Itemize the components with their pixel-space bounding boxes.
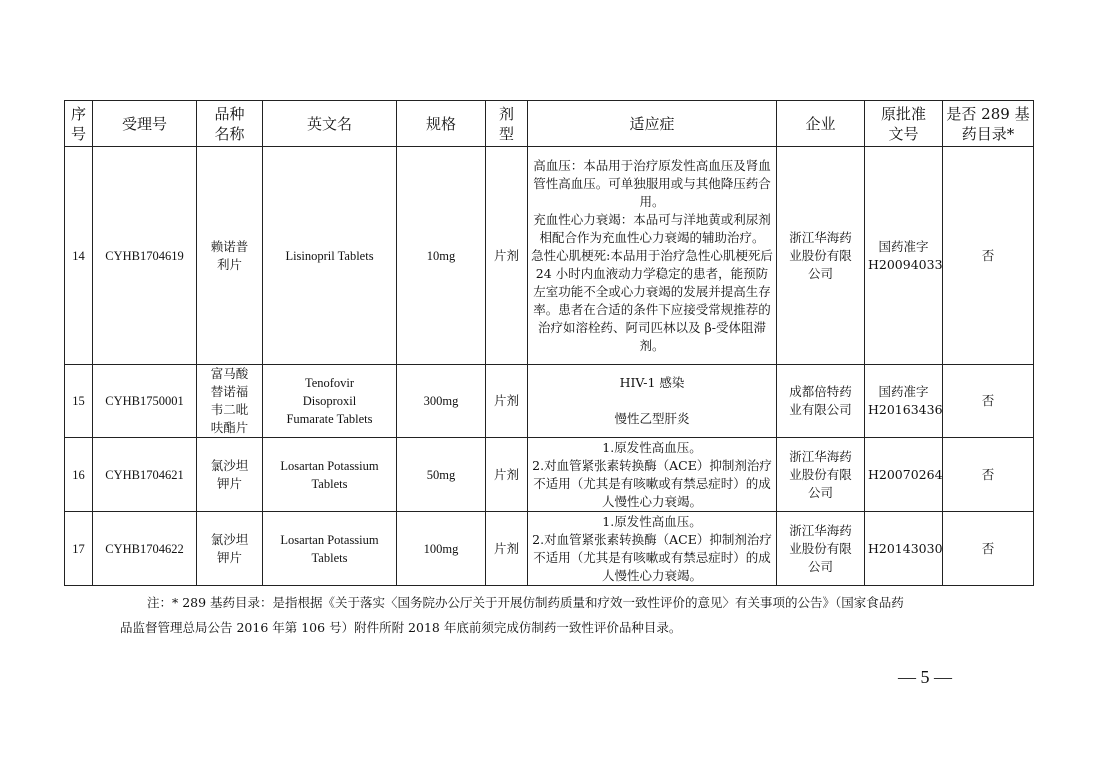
cell-company: 成都倍特药 业有限公司 [777, 365, 865, 438]
table-row [65, 147, 1034, 365]
header-form: 剂 型 [486, 101, 528, 147]
footnote-line-1: 注：* 289 基药目录：是指根据《关于落实〈国务院办公厅关于开展仿制药质量和疗效一致性评价的意见〉有关事项的公告》（国家食品药 [147, 595, 904, 610]
cell-english-name: Lisinopril Tablets [263, 147, 397, 365]
cell-essential-list: 否 [943, 365, 1034, 438]
cell-drug-name: 赖诺普 利片 [197, 147, 263, 365]
header-indication: 适应症 [528, 101, 777, 147]
cell-no: 16 [65, 438, 93, 512]
cell-english-name: Tenofovir Disoproxil Fumarate Tablets [263, 365, 397, 438]
header-company: 企业 [777, 101, 865, 147]
cell-company: 浙江华海药 业股份有限 公司 [777, 512, 865, 586]
header-spec: 规格 [397, 101, 486, 147]
cell-dosage-form: 片剂 [486, 438, 528, 512]
header-no: 序 号 [65, 101, 93, 147]
header-english: 英文名 [263, 101, 397, 147]
cell-company: 浙江华海药 业股份有限 公司 [777, 147, 865, 365]
cell-dosage-form: 片剂 [486, 365, 528, 438]
cell-indication: 1.原发性高血压。 2.对血管紧张素转换酶（ACE）抑制剂治疗不适用（尤其是有咳嗽或有禁忌症时）的成人慢性心力衰竭。 [528, 512, 777, 586]
cell-spec: 50mg [397, 438, 486, 512]
cell-approval-number: 国药准字 H20094033 [865, 147, 943, 365]
cell-drug-name: 氯沙坦 钾片 [197, 438, 263, 512]
cell-drug-name: 富马酸 替诺福 韦二吡 呋酯片 [197, 365, 263, 438]
header-approval: 原批准 文号 [865, 101, 943, 147]
cell-english-name: Losartan Potassium Tablets [263, 438, 397, 512]
footnote-line-2: 品监督管理总局公告 2016 年第 106 号）附件所附 2018 年底前须完成仿制药一致性评价品种目录。 [120, 620, 682, 635]
cell-drug-name: 氯沙坦 钾片 [197, 512, 263, 586]
cell-indication: 高血压：本品用于治疗原发性高血压及肾血管性高血压。可单独服用或与其他降压药合用。 充血性心力衰竭：本品可与洋地黄或利尿剂相配合作为充血性心力衰竭的辅助治疗。 急性心肌梗死:本品用于治疗急性心肌梗死后 24 小时内血液动力学稳定的患者，能预防左室功能不全或心力衰竭的发展并提高生存率。患者在合适的条件下应接受常规推荐的治疗如溶栓药、阿司匹林以及 β-受体阻滞剂。 [528, 147, 777, 365]
cell-no: 17 [65, 512, 93, 586]
cell-indication: HIV-1 感染 慢性乙型肝炎 [528, 365, 777, 438]
footnote [120, 590, 990, 640]
header-row [65, 101, 1034, 147]
cell-approval-number: 国药准字 H20163436 [865, 365, 943, 438]
cell-dosage-form: 片剂 [486, 147, 528, 365]
cell-acceptance-number: CYHB1704621 [93, 438, 197, 512]
cell-no: 14 [65, 147, 93, 365]
header-acceptance: 受理号 [93, 101, 197, 147]
cell-acceptance-number: CYHB1750001 [93, 365, 197, 438]
cell-approval-number: H20143030 [865, 512, 943, 586]
cell-acceptance-number: CYHB1704622 [93, 512, 197, 586]
cell-company: 浙江华海药 业股份有限 公司 [777, 438, 865, 512]
table-row [65, 365, 1034, 438]
cell-dosage-form: 片剂 [486, 512, 528, 586]
cell-no: 15 [65, 365, 93, 438]
cell-spec: 100mg [397, 512, 486, 586]
cell-spec: 10mg [397, 147, 486, 365]
table-row [65, 512, 1034, 586]
header-name: 品种 名称 [197, 101, 263, 147]
cell-english-name: Losartan Potassium Tablets [263, 512, 397, 586]
table-body [65, 147, 1034, 586]
cell-essential-list: 否 [943, 147, 1034, 365]
cell-essential-list: 否 [943, 512, 1034, 586]
cell-essential-list: 否 [943, 438, 1034, 512]
header-essential: 是否 289 基 药目录* [943, 101, 1034, 147]
drug-table [64, 100, 1034, 586]
page-number: — 5 — [898, 667, 952, 687]
cell-approval-number: H20070264 [865, 438, 943, 512]
cell-acceptance-number: CYHB1704619 [93, 147, 197, 365]
cell-indication: 1.原发性高血压。 2.对血管紧张素转换酶（ACE）抑制剂治疗不适用（尤其是有咳嗽或有禁忌症时）的成人慢性心力衰竭。 [528, 438, 777, 512]
table-row [65, 438, 1034, 512]
cell-spec: 300mg [397, 365, 486, 438]
